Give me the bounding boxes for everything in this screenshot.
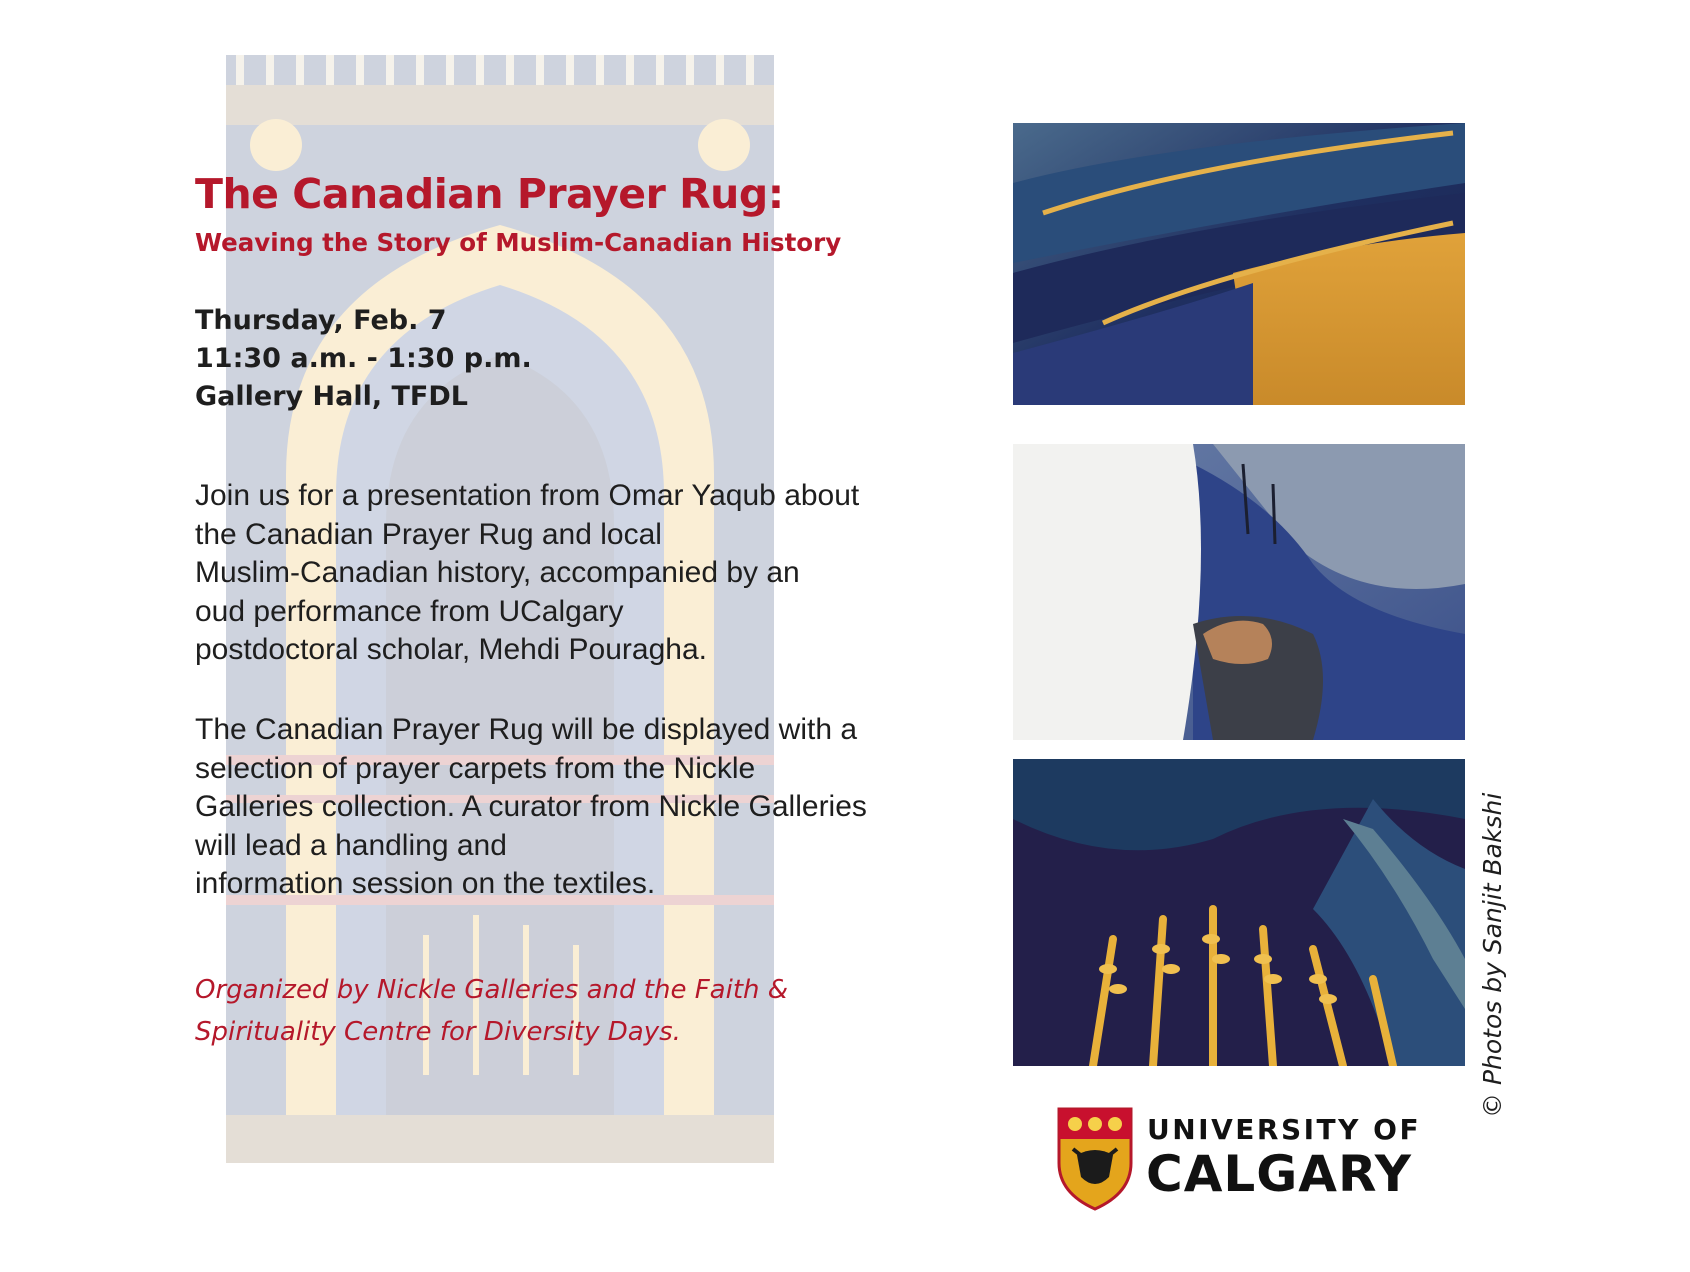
paragraph-line: the Canadian Prayer Rug and local [195,517,662,551]
rug-closeup-photo-1 [1013,123,1465,405]
description-paragraph-2 [195,711,867,904]
event-date: Thursday, Feb. 7 [195,305,447,336]
paragraph-line: postdoctoral scholar, Mehdi Pouragha. [195,633,707,667]
paragraph-line: will lead a handling and [195,828,507,862]
description-paragraph-1 [195,477,859,670]
paragraph-line: oud performance from UCalgary [195,594,624,628]
event-details [195,302,532,416]
paragraph-line: information session on the textiles. [195,867,656,901]
organizer-line: Spirituality Centre for Diversity Days. [195,1017,681,1047]
university-crest-icon [1055,1105,1135,1211]
photo-credit: © Photos by Sanjit Bakshi [1478,792,1507,1118]
event-title: The Canadian Prayer Rug: [195,170,784,218]
event-location: Gallery Hall, TFDL [195,381,468,412]
logo-text-line2: CALGARY [1146,1145,1412,1203]
paragraph-line: selection of prayer carpets from the Nickle [195,751,756,785]
logo-text-line1: UNIVERSITY OF [1147,1113,1422,1146]
paragraph-line: The Canadian Prayer Rug will be displayed with a [195,713,858,746]
rug-closeup-photo-3 [1013,759,1465,1066]
rug-closeup-photo-2 [1013,444,1465,740]
paragraph-line: Muslim-Canadian history, accompanied by an [195,556,800,590]
organizer-note [195,969,788,1053]
paragraph-line: Join us for a presentation from Omar Yaqub about [195,479,860,512]
event-subtitle: Weaving the Story of Muslim-Canadian History [195,228,842,257]
paragraph-line: Galleries collection. A curator from Nickle Galleries [195,790,867,824]
organizer-line: Organized by Nickle Galleries and the Faith & [195,975,789,1005]
university-logo[interactable] [1055,1105,1422,1211]
event-time: 11:30 a.m. - 1:30 p.m. [195,343,532,374]
